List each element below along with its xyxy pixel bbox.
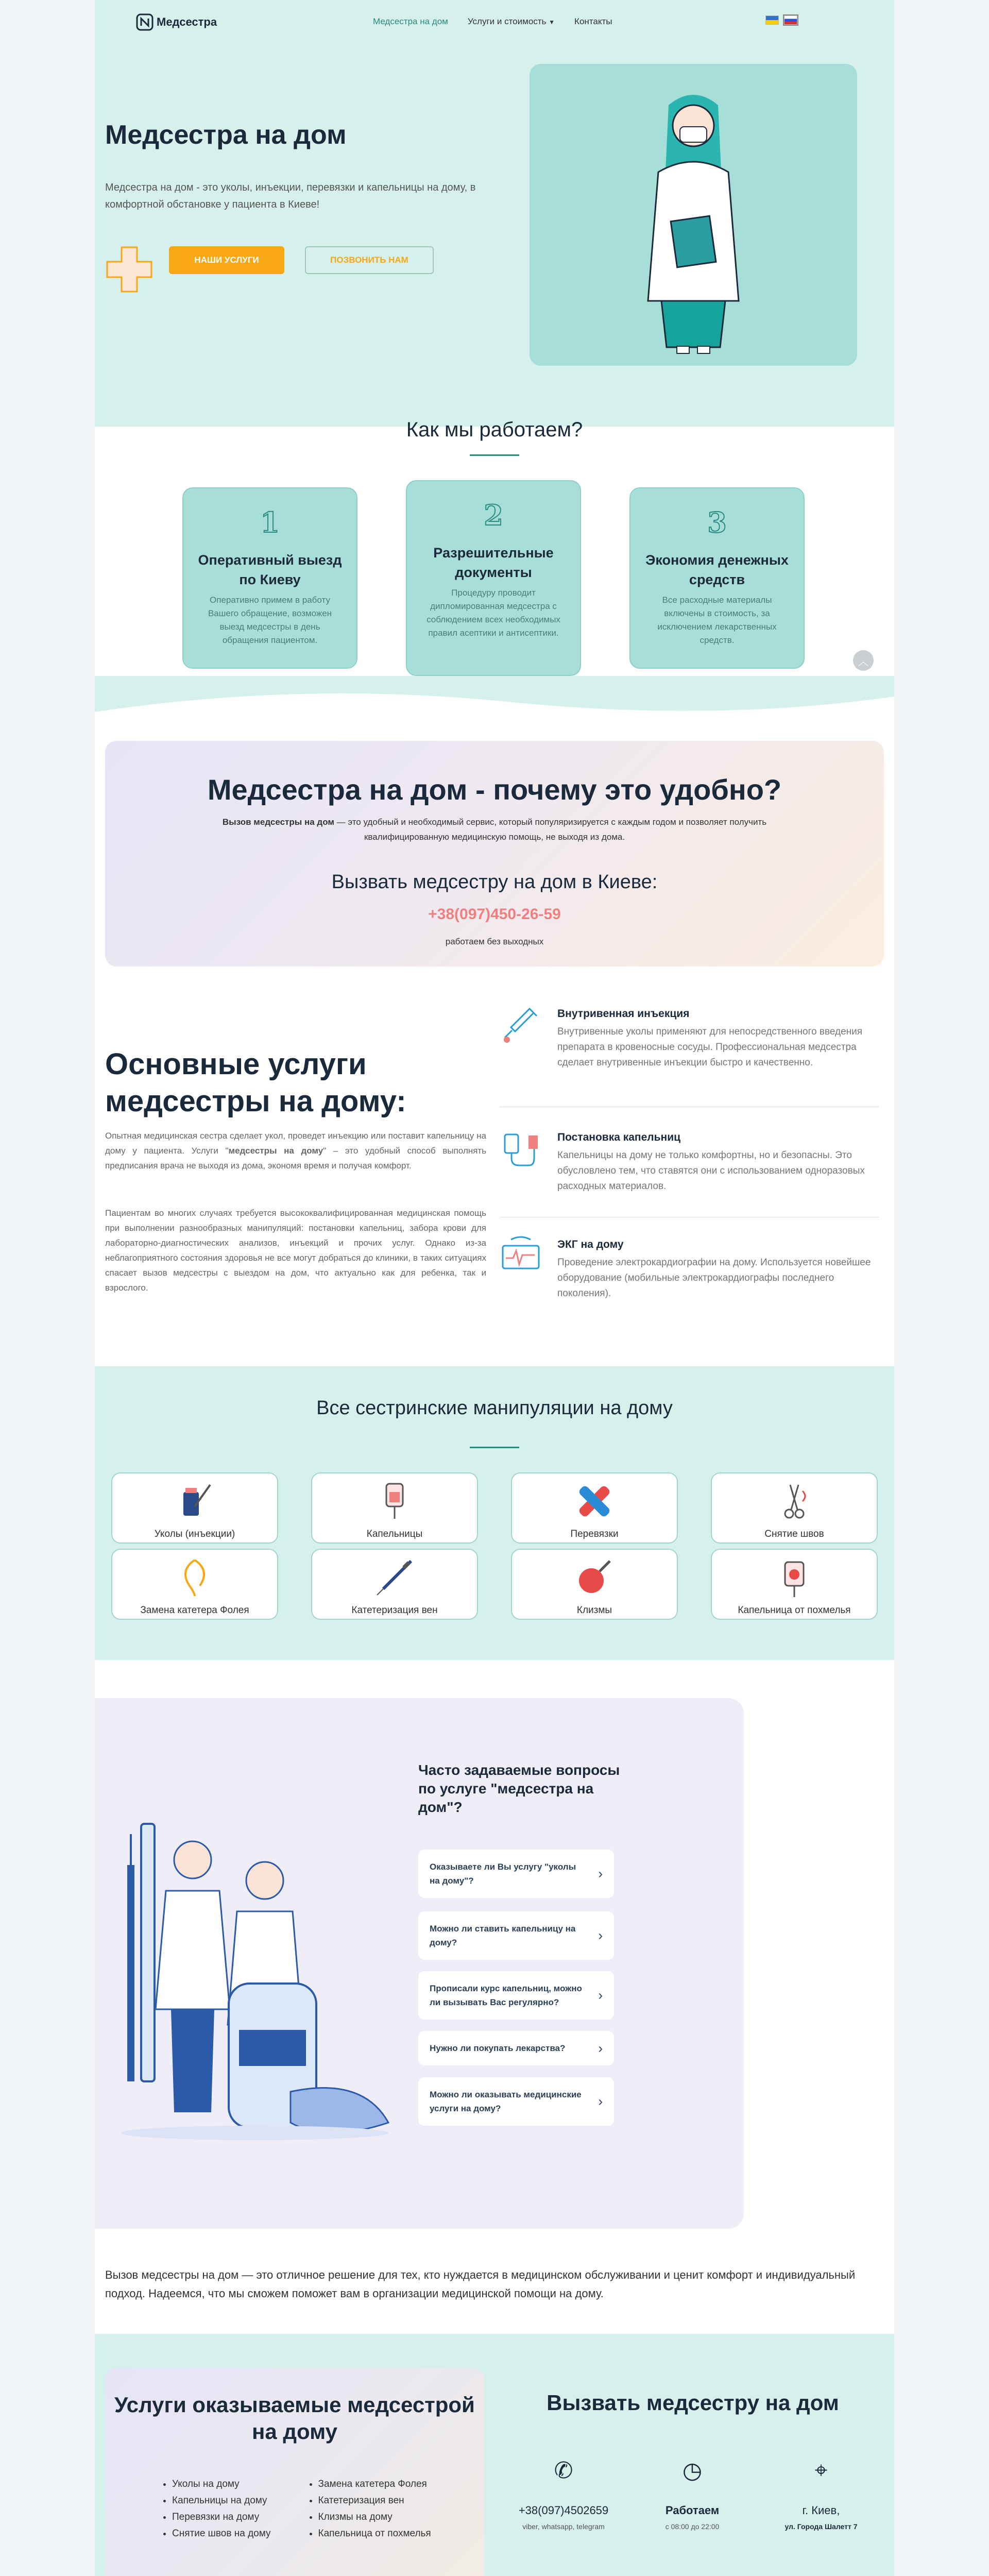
how-card-2 — [406, 480, 581, 676]
contact-hours — [630, 2458, 754, 2531]
logo[interactable] — [136, 13, 217, 31]
working-note: работаем без выходных — [445, 937, 544, 946]
chevron-down-icon: ▼ — [549, 19, 555, 26]
manipulation-card[interactable] — [711, 1549, 878, 1620]
scroll-to-top-button[interactable] — [853, 650, 874, 671]
nav-item-services[interactable] — [468, 16, 555, 27]
why-text-bold: Вызов медсестры на дом — [222, 817, 334, 827]
main-nav — [373, 16, 612, 27]
manipulation-label: Катетеризация вен — [351, 1605, 438, 1616]
manipulation-card[interactable] — [311, 1549, 478, 1620]
service-link[interactable]: • Капельницы на дому — [172, 2493, 271, 2509]
why-convenient-section — [105, 741, 884, 967]
nav-item-contacts[interactable]: Контакты — [574, 16, 612, 26]
card-number: 2 — [484, 499, 503, 532]
services-list-box — [105, 2368, 484, 2576]
card-title: Оперативный выезд по Киеву — [198, 552, 342, 587]
faq-question[interactable] — [418, 1911, 614, 1960]
wave-divider — [95, 676, 894, 727]
contact-line1: Работаем — [665, 2504, 720, 2517]
how-card-3 — [629, 487, 805, 669]
how-we-work-title: Как мы работаем? — [406, 418, 583, 441]
service-title: Внутривенная инъекция — [557, 1008, 690, 1020]
manipulation-label: Снятие швов — [764, 1529, 824, 1539]
manipulation-label: Замена катетера Фолея — [140, 1605, 249, 1616]
manipulation-card[interactable] — [311, 1472, 478, 1544]
contact-phone[interactable] — [502, 2458, 625, 2531]
vial-syringe-icon — [174, 1481, 215, 1522]
services-list-title: Услуги оказываемые медсестрой на дому — [114, 2393, 475, 2444]
nurse-figure-icon — [530, 64, 857, 366]
manipulation-label: Капельницы — [366, 1529, 423, 1539]
nurse-illustration — [530, 64, 857, 366]
manipulation-card[interactable] — [711, 1472, 878, 1544]
services-list-col1 — [161, 2476, 271, 2542]
manipulation-label: Клизмы — [576, 1605, 612, 1616]
card-title: Разрешительные документы — [433, 545, 554, 580]
chevron-right-icon: › — [598, 1987, 603, 2003]
service-link[interactable]: • Замена катетера Фолея — [318, 2476, 431, 2493]
title-underline — [470, 1447, 519, 1448]
faq-question[interactable] — [418, 1971, 614, 2020]
chevron-right-icon: › — [598, 2040, 603, 2056]
contact-line1: г. Киев, — [802, 2504, 840, 2517]
service-item-ecg — [500, 1235, 884, 1301]
medical-cross-icon — [105, 245, 154, 294]
chevron-up-icon: ︿ — [858, 656, 868, 668]
faq-question-text: Оказываете ли Вы услугу "уколы на дому"? — [430, 1862, 576, 1886]
contact-line2: viber, whatsapp, telegram — [522, 2522, 605, 2531]
service-text: Капельницы на дому не только комфортны, но и безопасны. Это обусловлено тем, что ставятся они с использованием одноразовых расходных материалов. — [557, 1150, 865, 1192]
hangover-drip-icon — [774, 1557, 815, 1598]
why-title: Медсестра на дом - почему это удобно? — [207, 773, 782, 806]
title-underline — [470, 454, 519, 456]
services-paragraph-1 — [105, 1128, 486, 1173]
faq-question[interactable] — [418, 1850, 614, 1898]
bandage-icon — [574, 1481, 615, 1522]
scissors-icon — [774, 1481, 815, 1522]
ecg-monitor-icon — [500, 1235, 542, 1278]
enema-bulb-icon — [574, 1557, 615, 1598]
service-link[interactable]: • Клизмы на дому — [318, 2509, 431, 2526]
manipulation-label: Капельница от похмелья — [738, 1605, 851, 1616]
service-title: Постановка капельниц — [557, 1131, 681, 1143]
card-text: Оперативно примем в работу Вашего обращение, возможен выезд медсестры в день обращения пациентом. — [208, 595, 332, 645]
phone-icon: ✆ — [554, 2458, 573, 2483]
contact-line2: ул. Города Шалетт 7 — [785, 2522, 858, 2531]
contact-line2: с 08:00 до 22:00 — [665, 2522, 720, 2531]
manipulation-label: Перевязки — [570, 1529, 619, 1539]
service-link[interactable]: • Катетеризация вен — [318, 2493, 431, 2509]
phone-link[interactable]: +38(097)450-26-59 — [428, 906, 561, 923]
manipulation-card[interactable] — [511, 1472, 678, 1544]
chevron-right-icon: › — [598, 1866, 603, 1882]
manipulation-card[interactable] — [111, 1472, 278, 1544]
vein-catheter-icon — [374, 1557, 415, 1598]
service-text: Внутривенные уколы применяют для непосредственного введения препарата в кровеносные сосуды. Профессиональная медсестра сделает внутривенные инъекции быстро и качественно. — [557, 1026, 863, 1068]
manipulation-card[interactable] — [511, 1549, 678, 1620]
services-list-col2 — [307, 2476, 431, 2542]
doctors-illustration — [110, 1803, 399, 2154]
why-text — [198, 815, 791, 844]
faq-question[interactable] — [418, 2077, 614, 2126]
services-paragraph-2: Пациентам во многих случаях требуется высококвалифицированная медицинская помощь при выполнении разнообразных манипуляций: постановки капельниц, забора крови для лабораторно-диагностических анализов, инъекций и прочих услуг. Однако из-за неблагоприятного состояния здоровья не все могут добраться до клиники, в таких ситуациях спасает вызов медсестры с выездом на дом, что актуально как для ребенка, так и взрослого. — [105, 1208, 486, 1293]
manipulation-card[interactable] — [111, 1549, 278, 1620]
flag-ua-icon[interactable] — [765, 15, 779, 25]
nav-item-services-label: Услуги и стоимость — [467, 16, 547, 26]
flag-ru-icon[interactable] — [784, 15, 797, 25]
services-p1-bold: медсестры на дому — [228, 1146, 323, 1156]
service-title: ЭКГ на дому — [557, 1239, 624, 1250]
why-text-rest: — это удобный и необходимый сервис, который популяризируется с каждым годом и позволяет получить квалифицированную медицинскую помощь, не выходя из дома. — [334, 817, 767, 842]
drip-bag-icon — [374, 1481, 415, 1522]
contact-title: Вызвать медсестру на дом — [547, 2391, 839, 2415]
faq-title: Часто задаваемые вопросы по услуге "медсестра на дом"? — [418, 1762, 620, 1815]
service-link[interactable]: • Капельница от похмелья — [318, 2526, 431, 2542]
card-title: Экономия денежных средств — [645, 552, 789, 587]
manipulations-title: Все сестринские манипуляции на дому — [316, 1397, 673, 1419]
clock-icon: ◷ — [682, 2458, 703, 2483]
call-nurse-title: Вызвать медсестру на дом в Киеве: — [331, 871, 658, 893]
logo-text: Медсестра — [157, 15, 217, 28]
card-number: 1 — [260, 506, 280, 539]
location-pin-icon: ⌖ — [814, 2458, 828, 2483]
faq-question[interactable] — [418, 2031, 614, 2065]
language-switcher — [765, 15, 797, 25]
services-p1-a: Опытная медицинская сестра сделает укол, проведет инъекцию или поставит капельницу на дому у пациента. Услуги " — [105, 1131, 486, 1156]
service-text: Проведение электрокардиографии на дому. Используется новейшее оборудование (мобильные электрокардиографы последнего поколения). — [557, 1257, 871, 1299]
service-link[interactable]: • Снятие швов на дому — [172, 2526, 271, 2542]
closing-text: Вызов медсестры на дом — это отличное решение для тех, кто нуждается в медицинском обслуживании и ценит комфорт и индивидуальный подход. Надеемся, что мы сможем поможет вам в организации медицинской помощи на дому. — [105, 2268, 856, 2300]
contact-address — [759, 2458, 883, 2531]
services-p1-b: " – это удобный способ выполнять предписания врача не выходя из дома, экономя время и получая комфорт. — [105, 1146, 486, 1171]
catheter-icon — [174, 1557, 215, 1598]
syringe-icon — [500, 1005, 542, 1047]
faq-question-text: Нужно ли покупать лекарства? — [430, 2043, 566, 2053]
main-services-title: Основные услуги медсестры на дому: — [105, 1047, 406, 1118]
service-link[interactable]: • Уколы на дому — [172, 2476, 271, 2493]
faq-question-text: Прописали курс капельниц, можно ли вызывать Вас регулярно? — [430, 1984, 582, 2007]
card-number: 3 — [707, 506, 727, 539]
service-link[interactable]: • Перевязки на дому — [172, 2509, 271, 2526]
call-us-button[interactable]: ПОЗВОНИТЬ НАМ — [305, 246, 434, 274]
card-text: Все расходные материалы включены в стоимость, за исключением лекарственных средств. — [657, 595, 777, 645]
our-services-button[interactable]: НАШИ УСЛУГИ — [169, 246, 284, 274]
hero-text: Медсестра на дом - это уколы, инъекции, перевязки и капельницы на дому, в комфортной обстановке у пациента в Киеве! — [105, 182, 476, 210]
logo-icon — [136, 13, 154, 31]
faq-question-text: Можно ли ставить капельницу на дому? — [430, 1924, 576, 1947]
faq-question-text: Можно ли оказывать медицинские услуги на дому? — [430, 2090, 582, 2113]
page — [95, 0, 894, 2576]
card-text: Процедуру проводит дипломированная медсестра с соблюдением всех необходимых правил асептики и антисептики. — [427, 588, 560, 638]
hero-title: Медсестра на дом — [105, 120, 347, 150]
manipulation-label: Уколы (инъекции) — [154, 1529, 235, 1539]
contact-line1: +38(097)4502659 — [518, 2504, 609, 2517]
iv-drip-icon — [500, 1128, 542, 1171]
nav-item-home[interactable]: Медсестра на дом — [373, 16, 448, 26]
chevron-right-icon: › — [598, 1927, 603, 1943]
how-card-1 — [182, 487, 357, 669]
service-item-injection — [500, 1005, 884, 1071]
service-item-drip — [500, 1128, 884, 1194]
chevron-right-icon: › — [598, 2093, 603, 2109]
